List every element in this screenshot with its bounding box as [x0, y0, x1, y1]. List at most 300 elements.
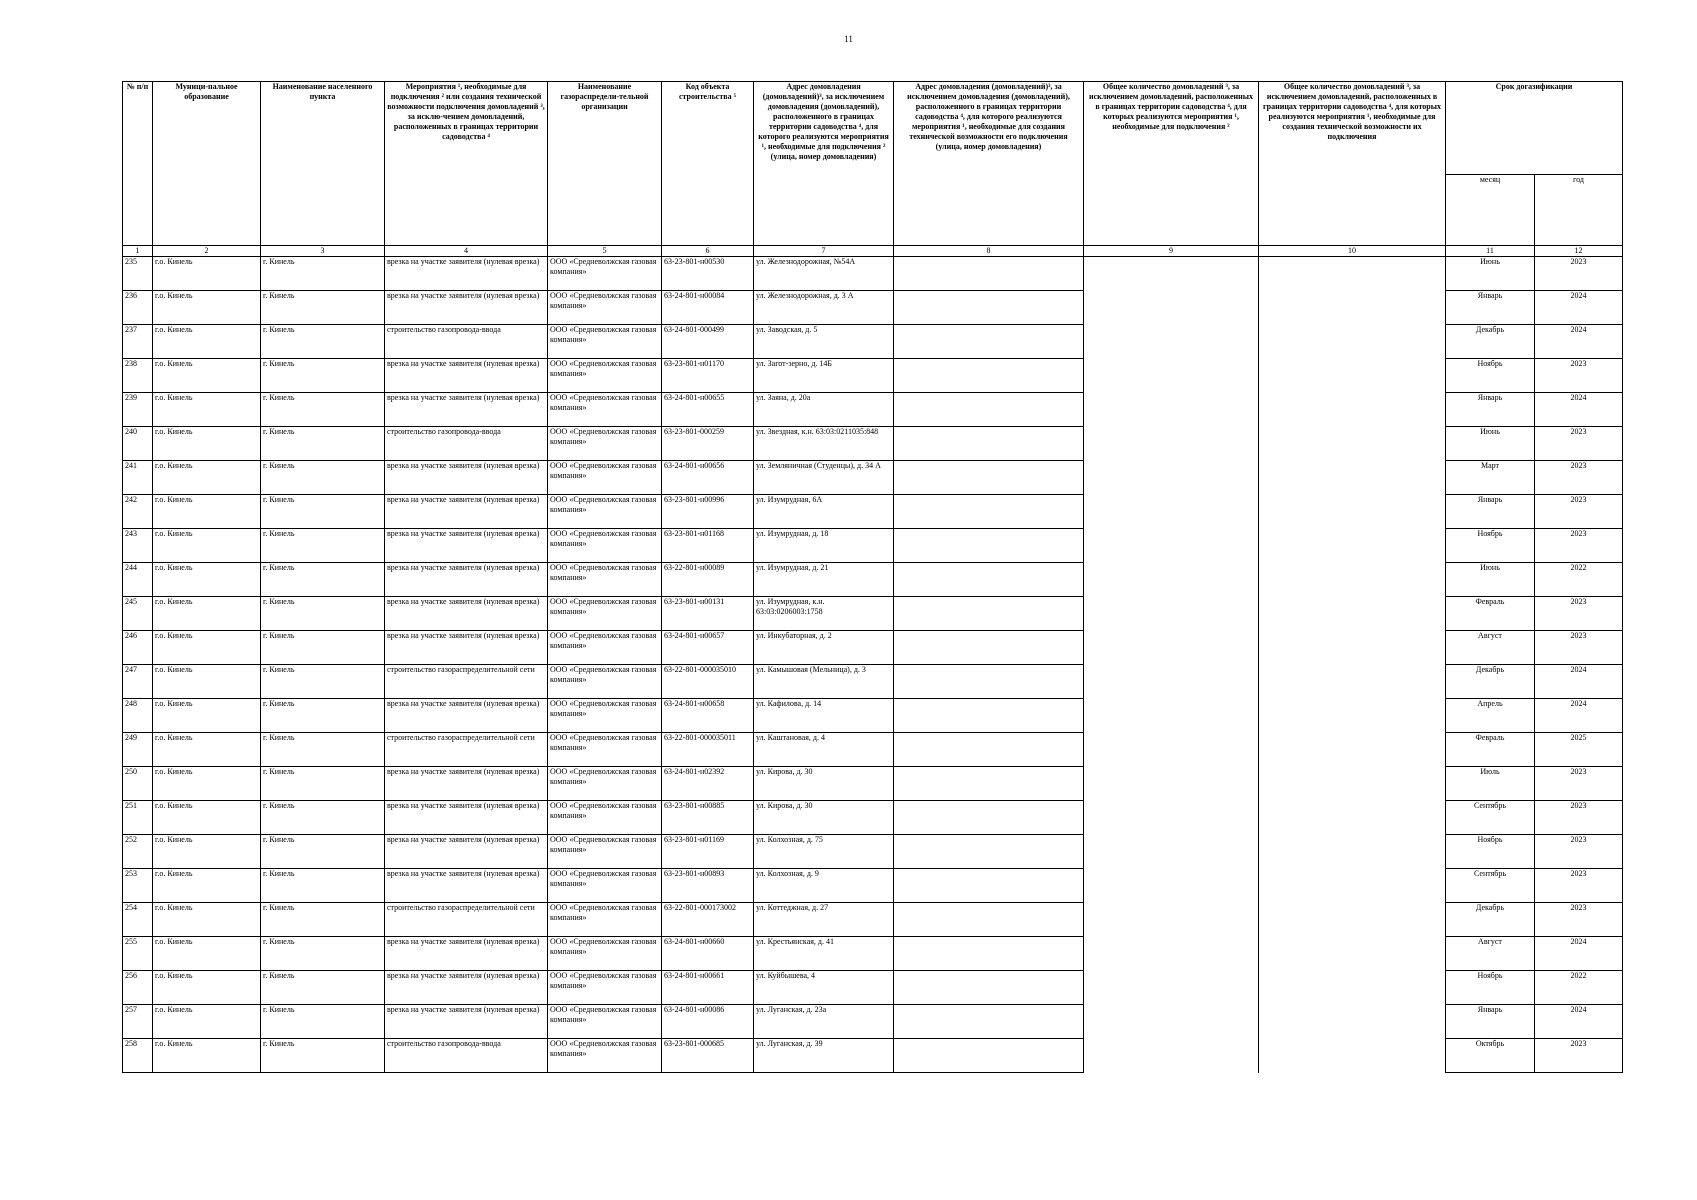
- cell-year: 2024: [1535, 325, 1623, 359]
- cell-object-code: 63-23-801-н00996: [662, 495, 754, 529]
- cell-count-technical: [1259, 699, 1446, 733]
- cell-address: ул. Коттеджная, д. 27: [754, 903, 894, 937]
- cell-year: 2023: [1535, 801, 1623, 835]
- cell-month: Ноябрь: [1446, 529, 1535, 563]
- cell-count-connection: [1084, 325, 1259, 359]
- cell-settlement: г. Кинель: [261, 325, 385, 359]
- cell-year: 2023: [1535, 427, 1623, 461]
- cell-event: врезка на участке заявителя (нулевая врезка): [385, 767, 548, 801]
- cell-municipality: г.о. Кинель: [153, 801, 261, 835]
- cell-row-number: 245: [123, 597, 153, 631]
- cell-row-number: 237: [123, 325, 153, 359]
- cell-year: 2024: [1535, 665, 1623, 699]
- cell-gas-organization: ООО «Средневолжская газовая компания»: [548, 1039, 662, 1073]
- cell-event: врезка на участке заявителя (нулевая врезка): [385, 1005, 548, 1039]
- cell-event: строительство газопровода-ввода: [385, 427, 548, 461]
- cell-municipality: г.о. Кинель: [153, 495, 261, 529]
- cell-address-technical: [894, 563, 1084, 597]
- cell-address: ул. Крестьянская, д. 41: [754, 937, 894, 971]
- cell-municipality: г.о. Кинель: [153, 869, 261, 903]
- cell-object-code: 63-23-801-н01169: [662, 835, 754, 869]
- cell-settlement: г. Кинель: [261, 1039, 385, 1073]
- cell-count-connection: [1084, 563, 1259, 597]
- cell-event: врезка на участке заявителя (нулевая врезка): [385, 631, 548, 665]
- cell-municipality: г.о. Кинель: [153, 597, 261, 631]
- cell-municipality: г.о. Кинель: [153, 937, 261, 971]
- cell-year: 2023: [1535, 869, 1623, 903]
- column-index: 8: [894, 246, 1084, 257]
- cell-event: врезка на участке заявителя (нулевая врезка): [385, 597, 548, 631]
- cell-address: ул. Железнодорожная, №54А: [754, 257, 894, 291]
- cell-gas-organization: ООО «Средневолжская газовая компания»: [548, 1005, 662, 1039]
- cell-gas-organization: ООО «Средневолжская газовая компания»: [548, 597, 662, 631]
- cell-event: врезка на участке заявителя (нулевая врезка): [385, 699, 548, 733]
- cell-address: ул. Изумрудная, д. 18: [754, 529, 894, 563]
- cell-municipality: г.о. Кинель: [153, 903, 261, 937]
- cell-month: Ноябрь: [1446, 835, 1535, 869]
- header-deadline: Срок догазификации: [1446, 82, 1623, 175]
- cell-row-number: 247: [123, 665, 153, 699]
- cell-gas-organization: ООО «Средневолжская газовая компания»: [548, 971, 662, 1005]
- cell-month: Январь: [1446, 393, 1535, 427]
- cell-event: врезка на участке заявителя (нулевая врезка): [385, 937, 548, 971]
- cell-month: Октябрь: [1446, 1039, 1535, 1073]
- cell-count-technical: [1259, 1005, 1446, 1039]
- cell-settlement: г. Кинель: [261, 869, 385, 903]
- cell-municipality: г.о. Кинель: [153, 461, 261, 495]
- cell-year: 2023: [1535, 597, 1623, 631]
- cell-municipality: г.о. Кинель: [153, 563, 261, 597]
- cell-count-connection: [1084, 461, 1259, 495]
- cell-count-connection: [1084, 529, 1259, 563]
- cell-count-connection: [1084, 291, 1259, 325]
- cell-month: Декабрь: [1446, 325, 1535, 359]
- cell-gas-organization: ООО «Средневолжская газовая компания»: [548, 869, 662, 903]
- column-index: 4: [385, 246, 548, 257]
- cell-address-technical: [894, 1005, 1084, 1039]
- table-row: [123, 801, 1623, 835]
- cell-count-technical: [1259, 801, 1446, 835]
- cell-count-connection: [1084, 869, 1259, 903]
- cell-address-technical: [894, 631, 1084, 665]
- header-month: месяц: [1446, 175, 1535, 246]
- cell-address-technical: [894, 461, 1084, 495]
- cell-row-number: 257: [123, 1005, 153, 1039]
- cell-gas-organization: ООО «Средневолжская газовая компания»: [548, 461, 662, 495]
- cell-count-connection: [1084, 767, 1259, 801]
- cell-row-number: 236: [123, 291, 153, 325]
- cell-gas-organization: ООО «Средневолжская газовая компания»: [548, 699, 662, 733]
- cell-object-code: 63-23-801-000259: [662, 427, 754, 461]
- cell-event: строительство газопровода-ввода: [385, 325, 548, 359]
- cell-object-code: 63-23-801-000685: [662, 1039, 754, 1073]
- cell-gas-organization: ООО «Средневолжская газовая компания»: [548, 359, 662, 393]
- cell-object-code: 63-24-801-н00655: [662, 393, 754, 427]
- header-gas-org: Наименование газораспредели-тельной организации: [548, 82, 662, 246]
- table-row: [123, 427, 1623, 461]
- cell-gas-organization: ООО «Средневолжская газовая компания»: [548, 903, 662, 937]
- table-row: [123, 631, 1623, 665]
- cell-object-code: 63-24-801-н02392: [662, 767, 754, 801]
- cell-gas-organization: ООО «Средневолжская газовая компания»: [548, 801, 662, 835]
- cell-month: Ноябрь: [1446, 971, 1535, 1005]
- cell-municipality: г.о. Кинель: [153, 1039, 261, 1073]
- table-row: [123, 937, 1623, 971]
- cell-count-connection: [1084, 937, 1259, 971]
- cell-month: Март: [1446, 461, 1535, 495]
- cell-address-technical: [894, 665, 1084, 699]
- cell-row-number: 251: [123, 801, 153, 835]
- cell-year: 2024: [1535, 393, 1623, 427]
- cell-object-code: 63-24-801-н00661: [662, 971, 754, 1005]
- cell-event: врезка на участке заявителя (нулевая врезка): [385, 461, 548, 495]
- cell-row-number: 248: [123, 699, 153, 733]
- cell-settlement: г. Кинель: [261, 903, 385, 937]
- cell-municipality: г.о. Кинель: [153, 631, 261, 665]
- cell-count-technical: [1259, 325, 1446, 359]
- cell-municipality: г.о. Кинель: [153, 835, 261, 869]
- cell-month: Июнь: [1446, 563, 1535, 597]
- cell-event: строительство газораспределительной сети: [385, 903, 548, 937]
- cell-address: ул. Земляничная (Студенцы), д. 34 А: [754, 461, 894, 495]
- cell-row-number: 235: [123, 257, 153, 291]
- cell-count-technical: [1259, 937, 1446, 971]
- cell-address: ул. Колхозная, д. 9: [754, 869, 894, 903]
- cell-year: 2022: [1535, 563, 1623, 597]
- cell-object-code: 63-23-801-н01168: [662, 529, 754, 563]
- cell-count-technical: [1259, 597, 1446, 631]
- cell-row-number: 244: [123, 563, 153, 597]
- cell-address: ул. Кафилова, д. 14: [754, 699, 894, 733]
- header-municipality: Муници-пальное образование: [153, 82, 261, 246]
- cell-year: 2023: [1535, 359, 1623, 393]
- table-row: [123, 529, 1623, 563]
- cell-row-number: 250: [123, 767, 153, 801]
- cell-address-technical: [894, 529, 1084, 563]
- cell-count-technical: [1259, 869, 1446, 903]
- cell-gas-organization: ООО «Средневолжская газовая компания»: [548, 665, 662, 699]
- cell-month: Декабрь: [1446, 665, 1535, 699]
- table-body: [123, 257, 1623, 1073]
- cell-count-connection: [1084, 393, 1259, 427]
- cell-address-technical: [894, 699, 1084, 733]
- table-row: [123, 971, 1623, 1005]
- cell-year: 2024: [1535, 1005, 1623, 1039]
- cell-count-technical: [1259, 529, 1446, 563]
- cell-year: 2024: [1535, 291, 1623, 325]
- cell-address: ул. Железнодорожная, д. 3 А: [754, 291, 894, 325]
- header-number: № п/п: [123, 82, 153, 246]
- table-row: [123, 495, 1623, 529]
- cell-year: 2023: [1535, 495, 1623, 529]
- cell-address-technical: [894, 869, 1084, 903]
- cell-event: врезка на участке заявителя (нулевая врезка): [385, 835, 548, 869]
- cell-municipality: г.о. Кинель: [153, 291, 261, 325]
- cell-address-technical: [894, 903, 1084, 937]
- cell-municipality: г.о. Кинель: [153, 257, 261, 291]
- cell-year: 2023: [1535, 767, 1623, 801]
- cell-object-code: 63-24-801-н00086: [662, 1005, 754, 1039]
- cell-address-technical: [894, 937, 1084, 971]
- cell-object-code: 63-24-801-н00658: [662, 699, 754, 733]
- cell-year: 2024: [1535, 937, 1623, 971]
- cell-settlement: г. Кинель: [261, 461, 385, 495]
- cell-municipality: г.о. Кинель: [153, 359, 261, 393]
- cell-event: врезка на участке заявителя (нулевая врезка): [385, 257, 548, 291]
- cell-address-technical: [894, 291, 1084, 325]
- cell-event: строительство газораспределительной сети: [385, 665, 548, 699]
- cell-settlement: г. Кинель: [261, 1005, 385, 1039]
- cell-row-number: 249: [123, 733, 153, 767]
- cell-gas-organization: ООО «Средневолжская газовая компания»: [548, 767, 662, 801]
- table-row: [123, 563, 1623, 597]
- cell-address-technical: [894, 801, 1084, 835]
- cell-month: Январь: [1446, 1005, 1535, 1039]
- gasification-table: [122, 81, 1623, 1073]
- cell-row-number: 239: [123, 393, 153, 427]
- cell-row-number: 252: [123, 835, 153, 869]
- cell-count-technical: [1259, 393, 1446, 427]
- cell-month: Сентябрь: [1446, 869, 1535, 903]
- cell-settlement: г. Кинель: [261, 699, 385, 733]
- cell-address: ул. Каштановая, д. 4: [754, 733, 894, 767]
- cell-month: Август: [1446, 937, 1535, 971]
- cell-row-number: 254: [123, 903, 153, 937]
- cell-gas-organization: ООО «Средневолжская газовая компания»: [548, 937, 662, 971]
- cell-address: ул. Заводская, д. 5: [754, 325, 894, 359]
- cell-address-technical: [894, 495, 1084, 529]
- cell-settlement: г. Кинель: [261, 767, 385, 801]
- table-row: [123, 903, 1623, 937]
- cell-event: врезка на участке заявителя (нулевая врезка): [385, 359, 548, 393]
- header-count-connection: Общее количество домовладений ³, за исключением домовладений, расположенных в границах территории садоводства ⁴, для которых реализуются мероприятия ¹, необходимые для подключения ²: [1084, 82, 1259, 246]
- cell-settlement: г. Кинель: [261, 801, 385, 835]
- cell-settlement: г. Кинель: [261, 631, 385, 665]
- cell-year: 2025: [1535, 733, 1623, 767]
- cell-object-code: 63-23-801-н00131: [662, 597, 754, 631]
- cell-row-number: 240: [123, 427, 153, 461]
- cell-gas-organization: ООО «Средневолжская газовая компания»: [548, 291, 662, 325]
- cell-municipality: г.о. Кинель: [153, 733, 261, 767]
- table-row: [123, 699, 1623, 733]
- column-index: 9: [1084, 246, 1259, 257]
- header-year: год: [1535, 175, 1623, 246]
- cell-month: Февраль: [1446, 597, 1535, 631]
- cell-object-code: 63-23-801-н00885: [662, 801, 754, 835]
- cell-address: ул. Загот-зерно, д. 14Б: [754, 359, 894, 393]
- column-index: 5: [548, 246, 662, 257]
- header-settlement: Наименование населенного пункта: [261, 82, 385, 246]
- cell-gas-organization: ООО «Средневолжская газовая компания»: [548, 393, 662, 427]
- cell-object-code: 63-22-801-000173002: [662, 903, 754, 937]
- table-row: [123, 359, 1623, 393]
- cell-address-technical: [894, 971, 1084, 1005]
- cell-object-code: 63-24-801-н00657: [662, 631, 754, 665]
- cell-event: строительство газораспределительной сети: [385, 733, 548, 767]
- table-row: [123, 835, 1623, 869]
- cell-settlement: г. Кинель: [261, 937, 385, 971]
- cell-settlement: г. Кинель: [261, 597, 385, 631]
- cell-address-technical: [894, 393, 1084, 427]
- cell-event: врезка на участке заявителя (нулевая врезка): [385, 393, 548, 427]
- cell-address: ул. Изумрудная, к.н. 63:03:0206003:1758: [754, 597, 894, 631]
- cell-row-number: 256: [123, 971, 153, 1005]
- cell-year: 2024: [1535, 699, 1623, 733]
- table-row: [123, 1039, 1623, 1073]
- cell-count-connection: [1084, 971, 1259, 1005]
- cell-count-connection: [1084, 1005, 1259, 1039]
- cell-count-connection: [1084, 903, 1259, 937]
- cell-month: Июль: [1446, 767, 1535, 801]
- cell-count-technical: [1259, 291, 1446, 325]
- cell-month: Июнь: [1446, 257, 1535, 291]
- cell-address-technical: [894, 257, 1084, 291]
- cell-address-technical: [894, 733, 1084, 767]
- cell-row-number: 242: [123, 495, 153, 529]
- cell-count-technical: [1259, 733, 1446, 767]
- column-index: 2: [153, 246, 261, 257]
- cell-count-technical: [1259, 631, 1446, 665]
- cell-month: Ноябрь: [1446, 359, 1535, 393]
- cell-municipality: г.о. Кинель: [153, 325, 261, 359]
- cell-event: врезка на участке заявителя (нулевая врезка): [385, 291, 548, 325]
- cell-settlement: г. Кинель: [261, 495, 385, 529]
- cell-address: ул. Звездная, к.н. 63:03:0211035:848: [754, 427, 894, 461]
- column-index: 7: [754, 246, 894, 257]
- cell-count-technical: [1259, 903, 1446, 937]
- page-number: 11: [844, 34, 853, 44]
- cell-settlement: г. Кинель: [261, 733, 385, 767]
- cell-year: 2023: [1535, 1039, 1623, 1073]
- table-row: [123, 869, 1623, 903]
- cell-settlement: г. Кинель: [261, 427, 385, 461]
- cell-event: врезка на участке заявителя (нулевая врезка): [385, 495, 548, 529]
- cell-row-number: 255: [123, 937, 153, 971]
- cell-settlement: г. Кинель: [261, 359, 385, 393]
- cell-gas-organization: ООО «Средневолжская газовая компания»: [548, 257, 662, 291]
- cell-settlement: г. Кинель: [261, 393, 385, 427]
- cell-count-connection: [1084, 801, 1259, 835]
- column-index: 10: [1259, 246, 1446, 257]
- cell-count-connection: [1084, 359, 1259, 393]
- cell-object-code: 63-22-801-н00089: [662, 563, 754, 597]
- cell-month: Январь: [1446, 495, 1535, 529]
- cell-month: Июнь: [1446, 427, 1535, 461]
- cell-address: ул. Кирова, д. 30: [754, 801, 894, 835]
- cell-settlement: г. Кинель: [261, 529, 385, 563]
- cell-month: Сентябрь: [1446, 801, 1535, 835]
- table-row: [123, 1005, 1623, 1039]
- cell-gas-organization: ООО «Средневолжская газовая компания»: [548, 495, 662, 529]
- cell-count-connection: [1084, 495, 1259, 529]
- cell-row-number: 241: [123, 461, 153, 495]
- cell-month: Апрель: [1446, 699, 1535, 733]
- cell-event: врезка на участке заявителя (нулевая врезка): [385, 971, 548, 1005]
- cell-event: врезка на участке заявителя (нулевая врезка): [385, 563, 548, 597]
- cell-gas-organization: ООО «Средневолжская газовая компания»: [548, 733, 662, 767]
- cell-address: ул. Луганская, д. 23а: [754, 1005, 894, 1039]
- cell-address: ул. Изумрудная, 6А: [754, 495, 894, 529]
- cell-year: 2023: [1535, 257, 1623, 291]
- cell-municipality: г.о. Кинель: [153, 971, 261, 1005]
- cell-year: 2023: [1535, 903, 1623, 937]
- cell-event: врезка на участке заявителя (нулевая врезка): [385, 869, 548, 903]
- cell-gas-organization: ООО «Средневолжская газовая компания»: [548, 563, 662, 597]
- cell-count-connection: [1084, 665, 1259, 699]
- cell-month: Декабрь: [1446, 903, 1535, 937]
- cell-count-technical: [1259, 427, 1446, 461]
- cell-count-technical: [1259, 563, 1446, 597]
- cell-year: 2023: [1535, 461, 1623, 495]
- cell-count-technical: [1259, 257, 1446, 291]
- cell-municipality: г.о. Кинель: [153, 393, 261, 427]
- column-index: 1: [123, 246, 153, 257]
- cell-object-code: 63-23-801-н00530: [662, 257, 754, 291]
- cell-month: Январь: [1446, 291, 1535, 325]
- cell-address-technical: [894, 597, 1084, 631]
- cell-address: ул. Камышовая (Мельница), д. 3: [754, 665, 894, 699]
- cell-gas-organization: ООО «Средневолжская газовая компания»: [548, 631, 662, 665]
- cell-count-technical: [1259, 767, 1446, 801]
- cell-municipality: г.о. Кинель: [153, 665, 261, 699]
- cell-settlement: г. Кинель: [261, 665, 385, 699]
- table-row: [123, 733, 1623, 767]
- cell-count-connection: [1084, 699, 1259, 733]
- table-row: [123, 291, 1623, 325]
- cell-address: ул. Луганская, д. 39: [754, 1039, 894, 1073]
- cell-year: 2023: [1535, 835, 1623, 869]
- cell-gas-organization: ООО «Средневолжская газовая компания»: [548, 835, 662, 869]
- cell-gas-organization: ООО «Средневолжская газовая компания»: [548, 325, 662, 359]
- cell-row-number: 246: [123, 631, 153, 665]
- header-object-code: Код объекта строительства ⁵: [662, 82, 754, 246]
- cell-year: 2023: [1535, 529, 1623, 563]
- cell-settlement: г. Кинель: [261, 971, 385, 1005]
- column-index-row: [123, 246, 1623, 257]
- header-events: Мероприятия ¹, необходимые для подключения ² или создания технической возможности подключения домовладений ³, за исклю-чением домовладений, расположенных в границах территории садоводства ⁴: [385, 82, 548, 246]
- column-index: 3: [261, 246, 385, 257]
- table-row: [123, 393, 1623, 427]
- cell-count-technical: [1259, 461, 1446, 495]
- cell-row-number: 258: [123, 1039, 153, 1073]
- cell-settlement: г. Кинель: [261, 563, 385, 597]
- cell-count-technical: [1259, 1039, 1446, 1073]
- cell-address: ул. Колхозная, д. 75: [754, 835, 894, 869]
- cell-municipality: г.о. Кинель: [153, 767, 261, 801]
- table-row: [123, 461, 1623, 495]
- cell-row-number: 238: [123, 359, 153, 393]
- cell-object-code: 63-22-801-000035010: [662, 665, 754, 699]
- cell-settlement: г. Кинель: [261, 835, 385, 869]
- cell-address-technical: [894, 359, 1084, 393]
- cell-object-code: 63-24-801-000499: [662, 325, 754, 359]
- cell-count-technical: [1259, 835, 1446, 869]
- cell-year: 2022: [1535, 971, 1623, 1005]
- table-row: [123, 257, 1623, 291]
- cell-object-code: 63-24-801-н00084: [662, 291, 754, 325]
- cell-address-technical: [894, 427, 1084, 461]
- cell-month: Август: [1446, 631, 1535, 665]
- cell-municipality: г.о. Кинель: [153, 427, 261, 461]
- cell-municipality: г.о. Кинель: [153, 1005, 261, 1039]
- cell-count-technical: [1259, 359, 1446, 393]
- cell-row-number: 243: [123, 529, 153, 563]
- cell-count-technical: [1259, 495, 1446, 529]
- cell-address: ул. Изумрудная, д. 21: [754, 563, 894, 597]
- table-row: [123, 665, 1623, 699]
- cell-count-technical: [1259, 971, 1446, 1005]
- cell-settlement: г. Кинель: [261, 257, 385, 291]
